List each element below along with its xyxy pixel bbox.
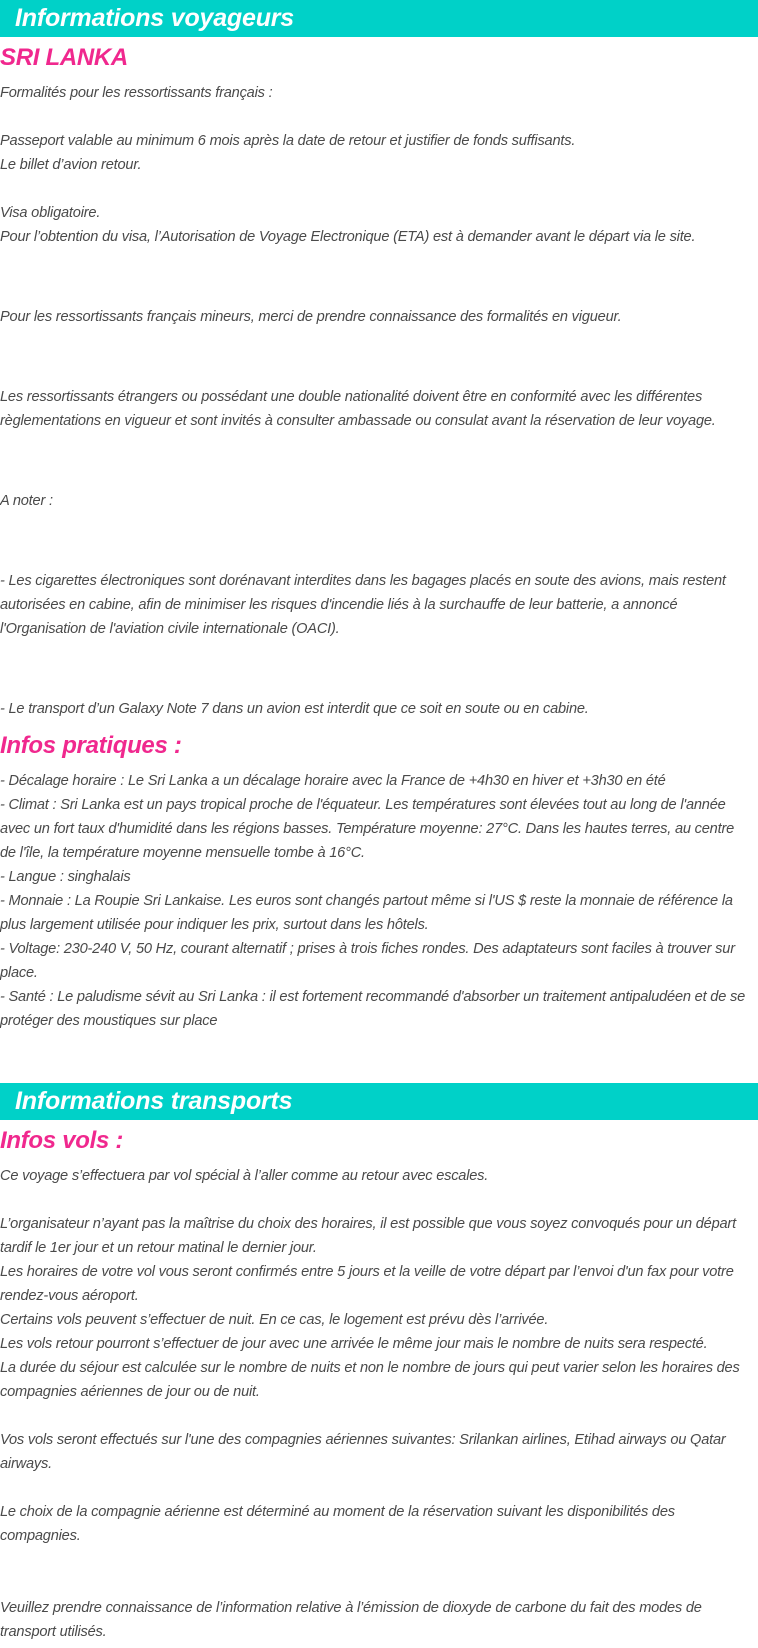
a-noter-label: A noter : [0, 493, 53, 509]
formalites-intro: Formalités pour les ressortissants français : [0, 85, 273, 101]
section-informations-voyageurs [0, 0, 758, 721]
billet-text: Le billet d’avion retour. [0, 157, 142, 173]
passeport-text: Passeport valable au minimum 6 mois après la date de retour et justifier de fonds suffisants. [0, 133, 576, 149]
climat: - Climat : Sri Lanka est un pays tropical proche de l'équateur. Les températures sont élevées tout au long de l'année avec un fort taux d'humidité dans les régions basses. Température moyenne: 27°C. Dans les hautes terres, au centre de l'île, la température moyenne mensuelle tombe à 16°C. [0, 797, 735, 861]
cigarettes-note: - Les cigarettes électroniques sont dorénavant interdites dans les bagages placés en soute des avions, mais restent autorisées en cabine, afin de minimiser les risques d'incendie liés à la surchauffe de leur batterie, a annoncé l'Organisation de l'aviation civile internationale (OACI). [0, 573, 726, 637]
infos-vols-heading: Infos vols : [0, 1127, 124, 1154]
infos-pratiques-heading: Infos pratiques : [0, 732, 182, 759]
vols-de-nuit: Certains vols peuvent s’effectuer de nuit. En ce cas, le logement est prévu dès l’arrivée. [0, 1312, 549, 1328]
choix-compagnie: Le choix de la compagnie aérienne est déterminé au moment de la réservation suivant les disponibilités des compagnies. [0, 1504, 675, 1544]
visa-text: Visa obligatoire. [0, 205, 101, 221]
mineurs-text: Pour les ressortissants français mineurs, merci de prendre connaissance des formalités en vigueur. [0, 309, 622, 325]
duree-sejour: La durée du séjour est calculée sur le nombre de nuits et non le nombre de jours qui peut varier selon les horaires des compagnies aériennes de jour ou de nuit. [0, 1360, 740, 1400]
co2-info: Veuillez prendre connaissance de l’information relative à l’émission de dioxyde de carbone du fait des modes de transport utilisés. [0, 1600, 702, 1640]
etrangers-text: Les ressortissants étrangers ou possédant une double nationalité doivent être en conformité avec les différentes règlementations en vigueur et sont invités à consulter ambassade ou consulat avant la réservation de leur voyage. [0, 389, 716, 429]
compagnies-aeriennes: Vos vols seront effectués sur l'une des compagnies aériennes suivantes: Srilankan airlines, Etihad airways ou Qatar airways. [0, 1432, 726, 1472]
horaires-text-1: L’organisateur n’ayant pas la maîtrise du choix des horaires, il est possible que vous soyez convoqués pour un départ tardif le 1er jour et un retour matinal le dernier jour. [0, 1216, 736, 1256]
decalage-horaire: - Décalage horaire : Le Sri Lanka a un décalage horaire avec la France de +4h30 en hiver et +3h30 en été [0, 773, 666, 789]
section-header-transports: Informations transports [0, 1083, 758, 1120]
vols-retour: Les vols retour pourront s’effectuer de jour avec une arrivée le même jour mais le nombre de nuits sera respecté. [0, 1336, 708, 1352]
section-header-voyageurs: Informations voyageurs [0, 0, 758, 37]
galaxy-note: - Le transport d’un Galaxy Note 7 dans un avion est interdit que ce soit en soute ou en cabine. [0, 701, 589, 717]
section-infos-pratiques [0, 731, 758, 1033]
sante: - Santé : Le paludisme sévit au Sri Lanka : il est fortement recommandé d'absorber un traitement antipaludéen et de se protéger des moustiques sur place [0, 989, 745, 1029]
section-informations-transports [0, 1083, 758, 1644]
langue: - Langue : singhalais [0, 869, 131, 885]
country-title: SRI LANKA [0, 44, 128, 71]
monnaie: - Monnaie : La Roupie Sri Lankaise. Les euros sont changés partout même si l'US $ reste la monnaie de référence la plus largement utilisée pour indiquer les prix, surtout dans les hôtels. [0, 893, 733, 933]
vol-special: Ce voyage s’effectuera par vol spécial à l’aller comme au retour avec escales. [0, 1168, 489, 1184]
voltage: - Voltage: 230-240 V, 50 Hz, courant alternatif ; prises à trois fiches rondes. Des adaptateurs sont faciles à trouver sur place. [0, 941, 735, 981]
horaires-text-2: Les horaires de votre vol vous seront confirmés entre 5 jours et la veille de votre départ par l’envoi d'un fax pour votre rendez-vous aéroport. [0, 1264, 734, 1304]
visa-eta-text: Pour l’obtention du visa, l’Autorisation de Voyage Electronique (ETA) est à demander avant le départ via le site. [0, 229, 696, 245]
